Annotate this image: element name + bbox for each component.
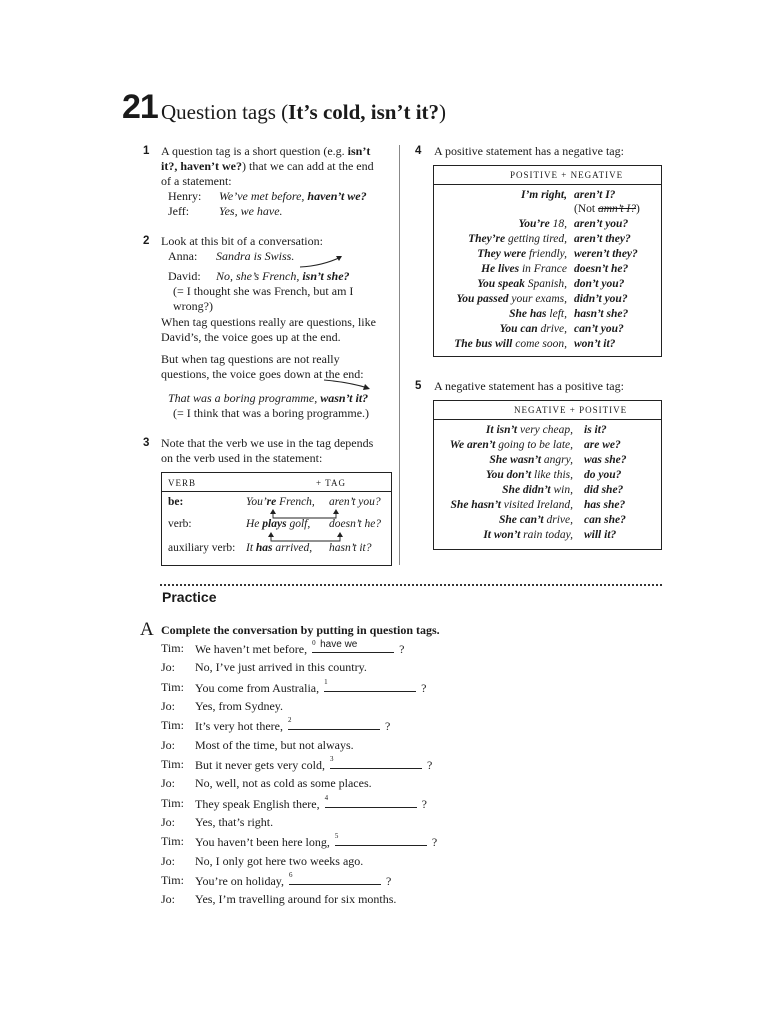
dialogue-line: But it never gets very cold, 3 ? bbox=[195, 755, 433, 772]
section-1-line-2: it?, haven’t we?) that we can add at the end bbox=[161, 159, 374, 173]
positive-negative-header-rule bbox=[433, 184, 661, 185]
exercise-instruction: Complete the conversation by putting in question tags. bbox=[161, 623, 440, 637]
verb-row-aux-tag: hasn’t it? bbox=[329, 542, 372, 554]
verb-column-header: VERB bbox=[168, 478, 197, 488]
answer-blank-0[interactable]: 0 have we bbox=[312, 641, 394, 653]
henry-speaker: Henry: bbox=[168, 189, 202, 203]
answer-blank-1[interactable]: 1 bbox=[324, 680, 416, 692]
boring-programme-example: That was a boring programme, wasn’t it? bbox=[168, 391, 369, 405]
jeff-line: Yes, we have. bbox=[219, 204, 283, 218]
david-speaker: David: bbox=[168, 269, 201, 283]
pos-stmt: You passed your exams, bbox=[456, 293, 567, 305]
section-1-line-1: A question tag is a short question (e.g. isn’t bbox=[161, 144, 371, 158]
column-divider bbox=[399, 145, 400, 565]
henry-line: We’ve met before, haven’t we? bbox=[219, 189, 367, 203]
speaker-label: Jo: bbox=[161, 699, 176, 713]
speaker-label: Tim: bbox=[161, 641, 184, 655]
dialogue-line: Yes, that’s right. bbox=[195, 815, 274, 829]
neg-tag: don’t you? bbox=[574, 278, 625, 290]
speaker-label: Tim: bbox=[161, 718, 184, 732]
speaker-label: Jo: bbox=[161, 738, 176, 752]
dialogue-line: You haven’t been here long, 5 ? bbox=[195, 832, 438, 849]
falling-intonation-arrow bbox=[322, 378, 372, 392]
speaker-label: Jo: bbox=[161, 815, 176, 829]
neg-tag: didn’t you? bbox=[574, 293, 628, 305]
practice-heading: Practice bbox=[162, 589, 217, 605]
pos-tag: do you? bbox=[584, 469, 622, 481]
verb-row-verb-statement: He plays golf, bbox=[246, 518, 311, 530]
not-amnt-note: (Not amn’t I?) bbox=[574, 203, 640, 215]
section-2-para-1: When tag questions really are questions, like bbox=[161, 315, 376, 329]
section-4-line-1: A positive statement has a negative tag: bbox=[434, 144, 624, 158]
boring-programme-paraphrase: (= I think that was a boring programme.) bbox=[173, 406, 370, 420]
pos-tag: has she? bbox=[584, 499, 626, 511]
dialogue-line: We haven’t met before, 0 have we ? bbox=[195, 639, 405, 656]
tag-column-header: + TAG bbox=[316, 478, 346, 488]
dialogue-line: Yes, from Sydney. bbox=[195, 699, 284, 713]
unit-number: 21 bbox=[122, 88, 158, 126]
neg-stmt: She didn’t win, bbox=[502, 484, 573, 496]
verb-row-aux-label: auxiliary verb: bbox=[168, 542, 236, 554]
section-5-number: 5 bbox=[415, 380, 422, 392]
title-close: ) bbox=[439, 100, 447, 124]
dialogue-line: Most of the time, but not always. bbox=[195, 738, 354, 752]
pos-tag: will it? bbox=[584, 529, 617, 541]
section-4-number: 4 bbox=[415, 145, 422, 157]
section-2-para-3: But when tag questions are not really bbox=[161, 352, 340, 366]
section-3-line-1: Note that the verb we use in the tag depends bbox=[161, 436, 374, 450]
pos-tag: did she? bbox=[584, 484, 624, 496]
anna-line: Sandra is Swiss. bbox=[216, 249, 295, 263]
dialogue-line: It’s very hot there, 2 ? bbox=[195, 716, 391, 733]
neg-stmt: You don’t like this, bbox=[485, 469, 573, 481]
pos-stmt: You can drive, bbox=[499, 323, 567, 335]
example-answer: have we bbox=[320, 639, 358, 650]
verb-row-aux-statement: It has arrived, bbox=[246, 542, 313, 554]
neg-stmt: It isn’t very cheap, bbox=[485, 424, 573, 436]
positive-negative-header: POSITIVE + NEGATIVE bbox=[510, 170, 624, 180]
neg-tag: can’t you? bbox=[574, 323, 624, 335]
answer-blank-3[interactable]: 3 bbox=[330, 757, 422, 769]
anna-speaker: Anna: bbox=[168, 249, 198, 263]
dialogue-line: They speak English there, 4 ? bbox=[195, 794, 427, 811]
section-divider bbox=[160, 584, 662, 586]
neg-stmt: We aren’t going to be late, bbox=[449, 439, 573, 451]
answer-blank-2[interactable]: 2 bbox=[288, 718, 380, 730]
neg-tag: aren’t I? bbox=[574, 189, 616, 201]
negative-positive-header: NEGATIVE + POSITIVE bbox=[514, 405, 628, 415]
section-3-line-2: on the verb used in the statement: bbox=[161, 451, 323, 465]
speaker-label: Jo: bbox=[161, 776, 176, 790]
dialogue-line: You’re on holiday, 6 ? bbox=[195, 871, 392, 888]
speaker-label: Tim: bbox=[161, 680, 184, 694]
speaker-label: Tim: bbox=[161, 796, 184, 810]
speaker-label: Tim: bbox=[161, 873, 184, 887]
pos-stmt: I’m right, bbox=[520, 189, 567, 201]
david-paraphrase-2: wrong?) bbox=[173, 299, 213, 313]
section-1-number: 1 bbox=[143, 145, 150, 157]
david-line: No, she’s French, isn’t she? bbox=[216, 269, 350, 283]
section-2-line-1: Look at this bit of a conversation: bbox=[161, 234, 323, 248]
pos-stmt: They’re getting tired, bbox=[468, 233, 567, 245]
speaker-label: Jo: bbox=[161, 854, 176, 868]
section-2-number: 2 bbox=[143, 235, 150, 247]
pos-stmt: You speak Spanish, bbox=[477, 278, 567, 290]
verb-row-be-label: be: bbox=[168, 496, 184, 508]
dialogue-line: Yes, I’m travelling around for six months. bbox=[195, 892, 397, 906]
verb-row-be-tag: aren’t you? bbox=[329, 496, 381, 508]
rising-intonation-arrow bbox=[298, 254, 344, 270]
section-5-line-1: A negative statement has a positive tag: bbox=[434, 379, 624, 393]
david-paraphrase-1: (= I thought she was French, but am I bbox=[173, 284, 354, 298]
neg-tag: weren’t they? bbox=[574, 248, 638, 260]
dialogue-line: No, well, not as cold as some places. bbox=[195, 776, 372, 790]
pos-stmt: He lives in France bbox=[481, 263, 567, 275]
section-1-line-3: of a statement: bbox=[161, 174, 232, 188]
neg-tag: aren’t they? bbox=[574, 233, 631, 245]
speaker-label: Tim: bbox=[161, 757, 184, 771]
pos-tag: can she? bbox=[584, 514, 626, 526]
neg-stmt: She hasn’t visited Ireland, bbox=[450, 499, 573, 511]
dialogue-line: You come from Australia, 1 ? bbox=[195, 678, 427, 695]
exercise-letter: A bbox=[140, 619, 154, 640]
answer-blank-6[interactable]: 6 bbox=[289, 873, 381, 885]
title-example: It’s cold, isn’t it? bbox=[288, 100, 440, 124]
dialogue-line: No, I’ve just arrived in this country. bbox=[195, 660, 367, 674]
neg-tag: doesn’t he? bbox=[574, 263, 629, 275]
answer-blank-5[interactable]: 5 bbox=[335, 834, 427, 846]
verb-row-verb-tag: doesn’t he? bbox=[329, 518, 382, 530]
pos-tag: are we? bbox=[584, 439, 621, 451]
dialogue-line: No, I only got here two weeks ago. bbox=[195, 854, 364, 868]
answer-blank-4[interactable]: 4 bbox=[325, 796, 417, 808]
neg-tag: aren’t you? bbox=[574, 218, 629, 230]
speaker-label: Tim: bbox=[161, 834, 184, 848]
pos-stmt: She has left, bbox=[509, 308, 567, 320]
section-2-para-4: questions, the voice goes down at the end: bbox=[161, 367, 364, 381]
neg-stmt: She can’t drive, bbox=[498, 514, 573, 526]
negative-positive-header-rule bbox=[433, 419, 661, 420]
verb-row-be-statement: You’re French, bbox=[246, 496, 315, 508]
speaker-label: Jo: bbox=[161, 892, 176, 906]
title-text: Question tags ( bbox=[161, 100, 289, 124]
verb-row-verb-label: verb: bbox=[168, 518, 192, 530]
pos-tag: was she? bbox=[584, 454, 627, 466]
page-title bbox=[161, 100, 446, 125]
table-header-rule bbox=[161, 491, 391, 492]
pos-stmt: They were friendly, bbox=[477, 248, 567, 260]
pos-stmt: You’re 18, bbox=[518, 218, 567, 230]
pos-stmt: The bus will come soon, bbox=[454, 338, 567, 350]
speaker-label: Jo: bbox=[161, 660, 176, 674]
jeff-speaker: Jeff: bbox=[168, 204, 190, 218]
neg-stmt: She wasn’t angry, bbox=[489, 454, 573, 466]
neg-tag: won’t it? bbox=[574, 338, 616, 350]
neg-stmt: It won’t rain today, bbox=[483, 529, 573, 541]
section-3-number: 3 bbox=[143, 437, 150, 449]
pos-tag: is it? bbox=[584, 424, 607, 436]
section-2-para-2: David’s, the voice goes up at the end. bbox=[161, 330, 341, 344]
neg-tag: hasn’t she? bbox=[574, 308, 629, 320]
